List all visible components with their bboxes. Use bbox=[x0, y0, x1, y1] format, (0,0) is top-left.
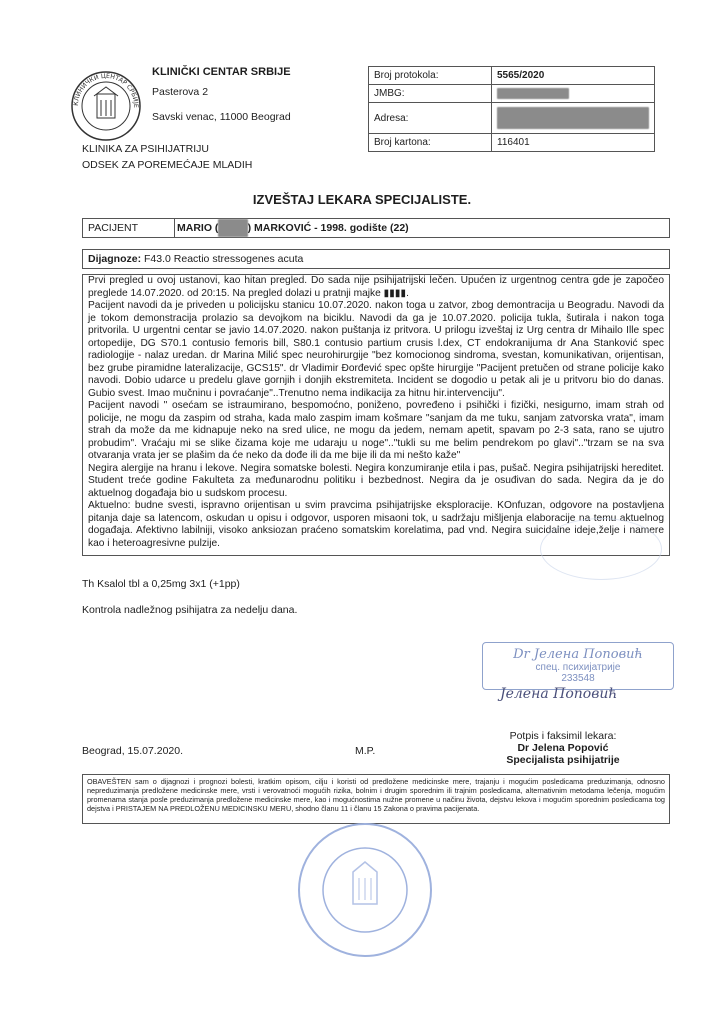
jmbg-label: JMBG: bbox=[369, 85, 492, 103]
patient-name-part2: ) MARKOVIĆ - 1998. godište (22) bbox=[247, 222, 409, 234]
body-paragraph: Pacijent navodi da je priveden u policijsku stanicu 10.07.2020. nakon toga u zatvor, zbog demontracija u Beogradu. Navodi da je tokom demonstracija prolazio sa devojkom na biciklu. Navodi da ga je 10.07.2020. policija tukla, šutirala i nakon toga pritvorila. U urgentni centar se javio 14.07.2020. nakon puštanja iz pritvora. U prilogu izveštaj iz Urg centra dr Mihailo Ille spec ortopedije, DG S70.1 contusio femoris bill, S80.1 contusio partium crusis l.dex, CT endokranijuma dr Ana Stanković spec radiologije - nalaz uredan. dr Marina Milić spec neurohirurgije "bez komocionog sindroma, svestan, komunikativan, orijentisan, bez grube piramidne lateralizacije, GCS15". dr Vladimir Đorđević spec opšte hirurgije "Pacijent pretučen od strane policije kako navodi. Dobio udarce u predelu glave gornjih i donjih ekstremiteta. Incident se dogodio u petak ali je u pritvoru bio do danas. Gubio svest. Imao mučninu i povraćanje"..Trenutno nema indikacija za hitnu hir.intervenciju". bbox=[88, 300, 664, 399]
seal-place-label: M.P. bbox=[355, 745, 376, 757]
round-seal-stamp bbox=[295, 820, 435, 960]
handwritten-signature: Јелена Поповић bbox=[500, 686, 618, 702]
signature-caption: Potpis i faksimil lekara: bbox=[509, 730, 617, 742]
institution-name: KLINIČKI CENTAR SRBIJE bbox=[152, 66, 291, 78]
control-text: Kontrola nadležnog psihijatra za nedelju dana. bbox=[82, 604, 298, 616]
patient-label: PACIJENT bbox=[83, 219, 175, 237]
patient-name bbox=[177, 219, 409, 237]
doctor-stamp bbox=[482, 642, 674, 690]
protocol-value: 5565/2020 bbox=[492, 67, 655, 85]
body-paragraph: Negira alergije na hranu i lekove. Negira somatske bolesti. Negira konzumiranje etila i pas, pušač. Negira psihijatrijski hereditet. Student treće godine Fakulteta za međunarodnu politiku i bezbednost. Negira da je osuđivan do sada. Negira da je do aktuelnog događaja bio u sudskom procesu. bbox=[88, 462, 664, 499]
stamp-number: 233548 bbox=[561, 673, 595, 684]
address-value-redacted bbox=[497, 107, 649, 129]
therapy-text: Th Ksalol tbl a 0,25mg 3x1 (+1pp) bbox=[82, 578, 240, 590]
card-number-value: 116401 bbox=[492, 134, 655, 152]
diagnosis-code: F43.0 bbox=[144, 253, 171, 265]
table-row bbox=[369, 67, 655, 85]
consent-notice bbox=[82, 774, 670, 824]
diagnosis-row bbox=[82, 249, 670, 269]
protocol-label: Broj protokola: bbox=[369, 67, 492, 85]
signature-block bbox=[478, 730, 648, 766]
faint-stamp-impression bbox=[540, 518, 662, 580]
protocol-info-table bbox=[368, 66, 655, 152]
diagnosis-text: Reactio stressogenes acuta bbox=[173, 253, 304, 265]
consent-notice-text: OBAVEŠTEN sam o dijagnozi i prognozi bolesti, kratkim opisom, cilju i koristi od predložene medicinske mere, trajanju i mogućim posledicama preduzimanja, odnosno nepreduzimanja predložene medicinske mere, vrsti i verovatnoći mogućih rizika, bolnim i drugim sporednim ili trajnim posledicama, alternativnim metodama lečenja, mogućim promenama stanja posle preduzimanja predložene medicinske mere, kao i mogućnostima nužne promene u načinu života, dejstvu lekova i mogućim sporednim posledicama tog dejstva i PRISTAJEM NA PREDLOŽENU MEDICINSKU MERU, shodno članu 11 i članu 15 Zakona o pravima pacijenata. bbox=[87, 777, 665, 813]
doctor-title: Specijalista psihijatrije bbox=[506, 754, 620, 766]
address-label: Adresa: bbox=[369, 103, 492, 134]
department-line-2: ODSEK ZA POREMEĆAJE MLADIH bbox=[82, 159, 253, 171]
doctor-name: Dr Jelena Popović bbox=[517, 742, 609, 754]
patient-name-part1: MARIO ( bbox=[177, 222, 219, 234]
place-date: Beograd, 15.07.2020. bbox=[82, 745, 184, 757]
stamp-specialty: спец. психијатрије bbox=[535, 662, 621, 673]
body-paragraph: Aktuelno: budne svesti, ispravno orijentisan u svim pravcima psihijatrijske eksploracije. KOnfuzan, odgovore na postavljena pitanja daje sa latencom, oskudan u opisu i odgovor, usporen misaoni tok, u sadržaju mišljenja elaboracije na temu aktuelnog događaja. Afektivno labilniji, visoko anksiozan praćeno somatskim korelatima, pad vnd. Negira suicidalne ideje,želje i namere kao i heteroagresivne pulzije. bbox=[88, 500, 664, 549]
body-paragraph: Prvi pregled u ovoj ustanovi, kao hitan pregled. Do sada nije psihijatrijski lečen. Upućen iz urgentnog centra gde je započeo preglede 14.07.2020. od 20:15. Na pregled dolazi u pratnji majke ▮▮▮▮. bbox=[88, 275, 664, 299]
jmbg-value-redacted bbox=[497, 88, 569, 99]
body-paragraph: Pacijent navodi " osećam se istraumirano, bespomoćno, poniženo, povređeno i psihički i fizički, nesigurno, imam strah od policije, ne mogu da zaspim od straha, kada malo zaspim imam košmare "sanjam da me tuku, sanjam zatvorska vrata", imam strah da može da me kidnapuje neko na sred ulice, ne mogu da jedem, nemam apetit, spavam po 2-3 sata, rano se ujutro probudim". Vraćaju mi se slike čizama koje me udaraju u noge".."tukli su me belim pendrekom po glavi".."trzam se na sva otvaranja vrata jer se plašim da će neko da dođe ili da me bije ili da mi nešto kaže" bbox=[88, 400, 664, 461]
patient-row bbox=[82, 218, 670, 238]
diagnosis-label: Dijagnoze: bbox=[88, 253, 142, 265]
card-number-label: Broj kartona: bbox=[369, 134, 492, 152]
svg-text:КЛИНИЧКИ ЦЕНТАР СРБИЈЕ: КЛИНИЧКИ ЦЕНТАР СРБИЈЕ bbox=[72, 72, 140, 108]
report-title: IZVEŠTAJ LEKARA SPECIJALISTE. bbox=[252, 192, 472, 207]
table-row bbox=[369, 103, 655, 134]
institution-address-1: Pasterova 2 bbox=[152, 86, 209, 98]
table-row bbox=[369, 134, 655, 152]
report-body bbox=[82, 274, 670, 556]
clinic-center-logo bbox=[70, 70, 142, 142]
institution-address-2: Savski venac, 11000 Beograd bbox=[152, 111, 291, 123]
table-row bbox=[369, 85, 655, 103]
department-line-1: KLINIKA ZA PSIHIJATRIJU bbox=[82, 143, 210, 155]
stamp-name: Dr Јелена Поповић bbox=[513, 647, 643, 662]
patient-name-redacted bbox=[218, 219, 247, 237]
